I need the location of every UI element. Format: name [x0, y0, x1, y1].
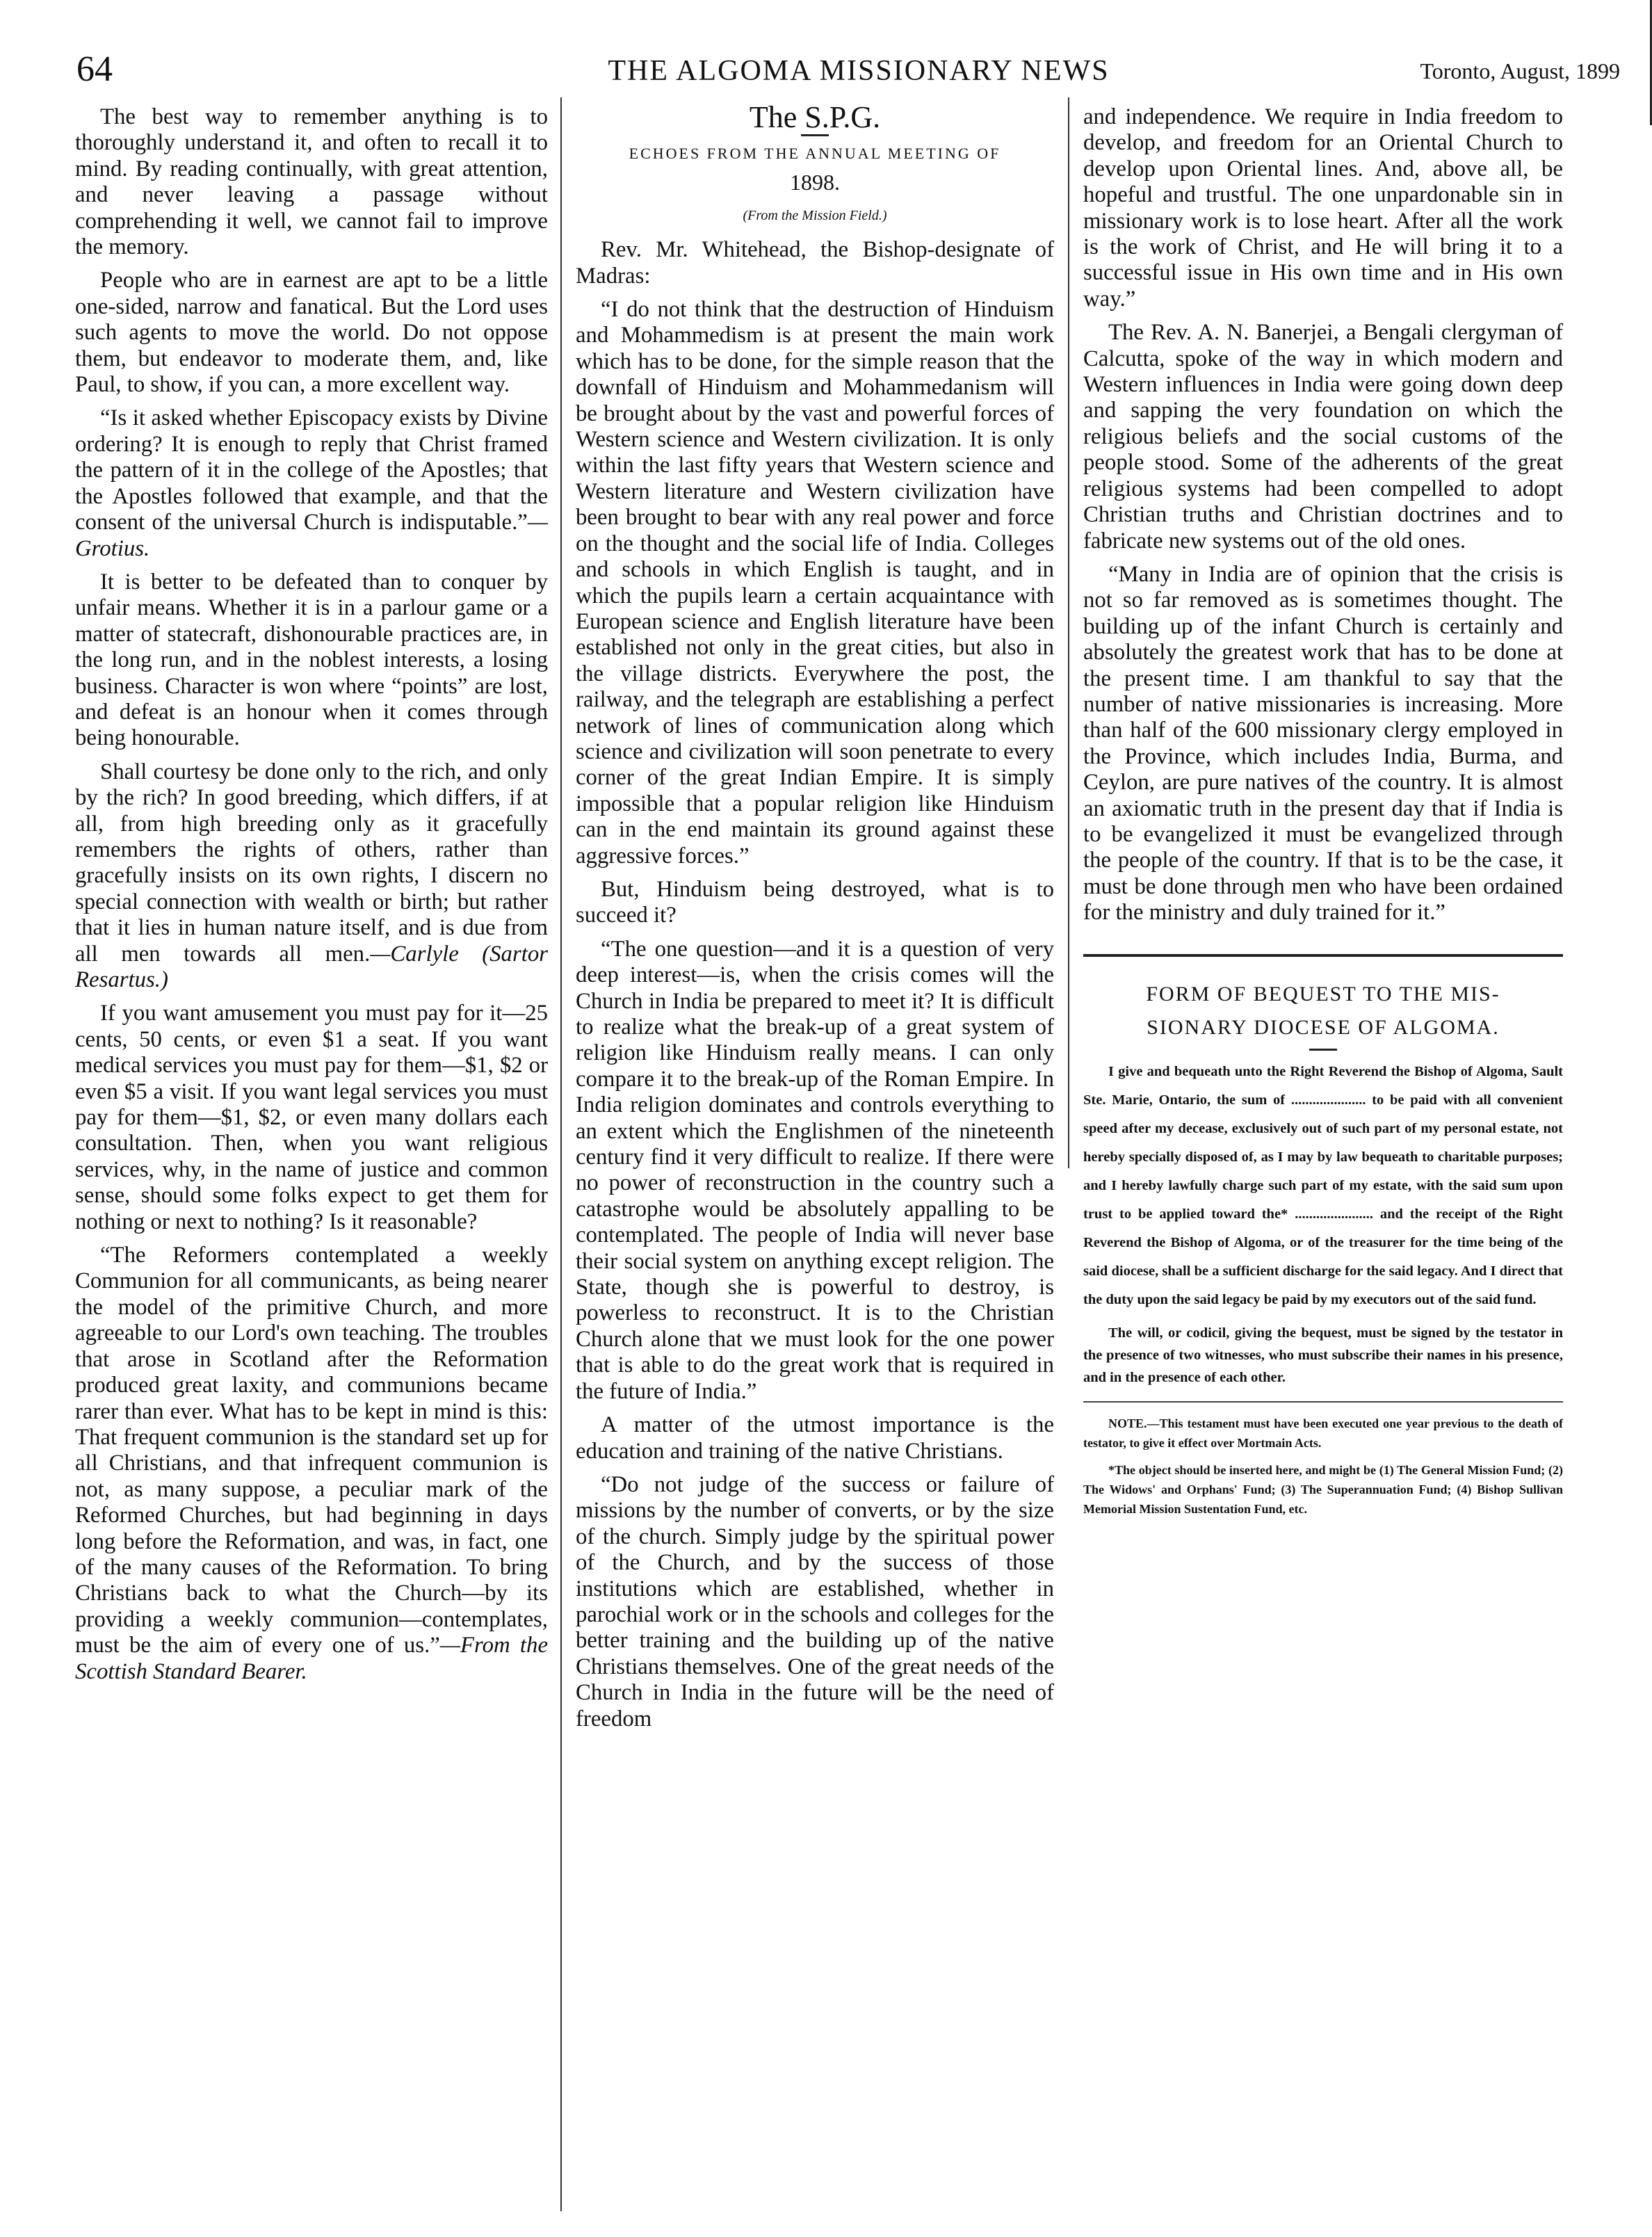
will-signing-note: The will, or codicil, giving the bequest, must be signed by the testator in the presence of two witnesses, who must subscribe their names in his presence, and in the presence of each other.	[1083, 1325, 1563, 1385]
quote-reformers: “The Reformers contemplated a weekly Communion for all communicants, as being nearer the model of the primitive Church, and more agreeable to our Lord's own teaching. The troubles that arose in Scotland after the Reformation produced great laxity, and communions became rarer than ever. What has to be kept in mind is this: That frequent communion is the standard set up for all Christians, and that infrequent communion is not, as many suppose, a peculiar mark of the Reformed Churches, but had beginning in days long before the Reformation, and was, in fact, one of the many causes of the Reformation. To bring Christians back to what the Church—by its providing a weekly communion—contemplates, must be the aim of every one of us.”	[75, 1243, 548, 1658]
paragraph-courtesy	[75, 759, 548, 994]
object-footnote: *The object should be inserted here, and might be (1) The General Mission Fund; (2) The Widows' and Orphans' Fund; (3) The Superannuation Fund; (4) Bishop Sullivan Memorial Mission Sustentation Fund, etc.	[1083, 1462, 1563, 1516]
article-year: 1898.	[790, 170, 840, 195]
section-rule	[1083, 954, 1563, 957]
paragraph-reformers	[75, 1243, 548, 1685]
article-byline: Rev. Mr. Whitehead, the Bishop-designate of Madras:	[576, 237, 1054, 289]
paragraph-defeat: It is better to be defeated than to conquer by unfair means. Whether it is in a parlour game or a matter of statecraft, dishonourable practices are, in the long run, and in the noblest interests, a losing business. Character is won where “points” are lost, and defeat is an honour when it comes through being honourable.	[75, 569, 548, 751]
paragraph-amusement: If you want amusement you must pay for it—25 cents, 50 cents, or even $1 a seat. If you want medical services you must pay for them—$1, $2 or even $5 a visit. If you want legal services you must pay for them—$1, $2, or even many dollars each consultation. Then, when you want religious services, why, in the name of justice and common sense, should some folks expect to get them for nothing or next to nothing? Is it reasonable?	[75, 1001, 548, 1234]
title-rule	[801, 134, 829, 136]
page-header	[76, 49, 1641, 97]
paragraph-hinduism: “I do not think that the destruction of Hinduism and Mohammedism is at present the main work which has to be done, for the simple reason that the downfall of Hinduism and Mohammedanism will be brought about by the vast and powerful forces of Western science and Western civilization. It is only within the last fifty years that Western science and Western literature and Western civilization have been brought to bear with any real power and force on the thought and the social life of India. Colleges and schools in which English is taught, and in which the pupils learn a certain acquaintance with European science and English literature have been established not only in the great cities, but also in the village districts. Everywhere the post, the railway, and the telegraph are establishing a perfect network of lines of communication along which science and civilization will soon penetrate to every corner of the great Indian Empire. It is simply impossible that a popular religion like Hinduism can in the end maintain its ground against these aggressive forces.”	[576, 297, 1054, 869]
column-rule-2	[1068, 97, 1069, 1168]
paragraph-banerjei: The Rev. A. N. Banerjei, a Bengali clergyman of Calcutta, spoke of the way in which modern and Western influences in India were going down deep and sapping the very foundation on which the religious beliefs and the social customs of the people stood. Some of the adherents of the great religious systems had been compelled to adopt Christian truths and Christian doctrines and to fabricate new systems out of the old ones.	[1083, 320, 1563, 554]
attribution-carlyle: —Carlyle (Sartor Resartus.)	[75, 941, 548, 992]
bequest-title-line-2: SIONARY DIOCESE OF ALGOMA.	[1147, 1015, 1500, 1039]
mortmain-note: NOTE.—This testament must have been executed one year previous to the death of testator, to give it effect over Mortmain Acts.	[1083, 1416, 1563, 1450]
paragraph-succeed: But, Hinduism being destroyed, what is to succeed it?	[576, 876, 1054, 928]
paragraph-memory: The best way to remember anything is to thoroughly understand it, and often to recall it to mind. By reading continually, with great attention, and never leaving a passage without comprehending it well, we cannot fail to improve the memory.	[75, 104, 548, 260]
paragraph-native-missionaries: “Many in India are of opinion that the crisis is not so far removed as is sometimes thought. The building up of the infant Church is certainly and absolutely the greatest work that has to be done at the present time. I am thankful to say that the number of native missionaries is increasing. More than half of the 600 missionary clergy employed in the Province, which includes India, Burma, and Ceylon, are pure natives of the country. It is almost an axiomatic truth in the present day that if India is to be evangelized it must be evangelized through the people of the country. If that is to be the case, it must be done through men who have been ordained for the ministry and duly trained for it.”	[1083, 561, 1563, 926]
article-subtitle: ECHOES FROM THE ANNUAL MEETING OF	[629, 145, 1001, 163]
column-3	[1083, 104, 1563, 1526]
attribution-standard-bearer: —From the Scottish Standard Bearer.	[75, 1633, 548, 1684]
paragraph-independence: and independence. We require in India freedom to develop, and freedom for an Oriental Church to develop upon Oriental lines. And, above all, be hopeful and trustful. The one unpardonable sin in missionary work is to lose heart. After all the work is the work of Christ, and He will bring it to a successful issue in His own time and in His own way.”	[1083, 104, 1563, 312]
bequest-title-rule	[1309, 1049, 1337, 1051]
paragraph-episcopacy	[75, 405, 548, 561]
dateline: Toronto, August, 1899	[1420, 58, 1620, 83]
attribution-grotius: —Grotius.	[75, 510, 548, 561]
column-2	[576, 100, 1054, 1740]
paragraph-missions-success: “Do not judge of the success or failure of missions by the number of converts, or by the size of the church. Simply judge by the spiritual power of the Church, and by the success of those institutions which are established, whether in parochial work or in the schools and colleges for the better training and the building up of the native Christians themselves. One of the great needs of the Church in India in the future will be the need of freedom	[576, 1471, 1054, 1731]
column-1	[75, 104, 548, 1693]
note-rule	[1083, 1401, 1563, 1403]
paragraph-education: A matter of the utmost importance is the education and training of the native Christians.	[576, 1412, 1054, 1464]
quote-episcopacy: “Is it asked whether Episcopacy exists by Divine ordering? It is enough to reply that Christ framed the pattern of it in the college of the Apostles; that the Apostles followed that example, and that the consent of the universal Church is indisputable.”	[75, 405, 548, 535]
paragraph-earnest: People who are in earnest are apt to be a little one-sided, narrow and fanatical. But the Lord uses such agents to move the world. Do not oppose them, but endeavor to moderate them, and, like Paul, to show, if you can, a more excellent way.	[75, 268, 548, 398]
bequest-form-text: I give and bequeath unto the Right Reverend the Bishop of Algoma, Sault Ste. Marie, Ontario, the sum of ..................... to be paid with all convenient speed after my decease, exclusively out of such part of my personal estate, not hereby specially disposed of, as I may by law bequeath to charitable purposes; and I hereby lawfully charge such part of my estate, with the said sum upon trust to be applied toward the* ...................... and the receipt of the Right Reverend the Bishop of Algoma, or of the treasurer for the time being of the said diocese, shall be a sufficient discharge for the said legacy. And I direct that the duty upon the said legacy be paid by my executors out of the said fund.	[1083, 1063, 1563, 1307]
bequest-title-line-1: FORM OF BEQUEST TO THE MIS-	[1146, 982, 1500, 1006]
page-number: 64	[76, 49, 113, 89]
column-rule-1	[560, 97, 562, 2211]
publication-title: THE ALGOMA MISSIONARY NEWS	[608, 55, 1110, 87]
article-title: The S.P.G.	[749, 100, 881, 134]
quote-courtesy: Shall courtesy be done only to the rich, and only by the rich? In good breeding, which differs, if at all, from high breeding only as it gracefully remembers the rights of others, rather than gracefully insists on its own rights, I discern no special connection with wealth or birth; but rather that it lies in human nature itself, and is due from all men towards all men.	[75, 759, 548, 967]
paragraph-crisis: “The one question—and it is a question of very deep interest—is, when the crisis comes will the Church in India be prepared to meet it? It is difficult to realize what the break-up of a great system of religion like Hinduism really means. I can only compare it to the break-up of the Roman Empire. In India religion dominates and controls everything to an extent which the Englishmen of the nineteenth century find it very difficult to realize. If there were no power of reconstruction in the country such a catastrophe would be absolutely appalling to be contemplated. The people of India will never base their social system on anything except religion. The State, though she is powerful to destroy, is powerless to reconstruct. It is to the Christian Church alone that we must look for the one power that is able to do the great work that is required in the future of India.”	[576, 936, 1054, 1404]
article-source: (From the Mission Field.)	[743, 207, 887, 223]
